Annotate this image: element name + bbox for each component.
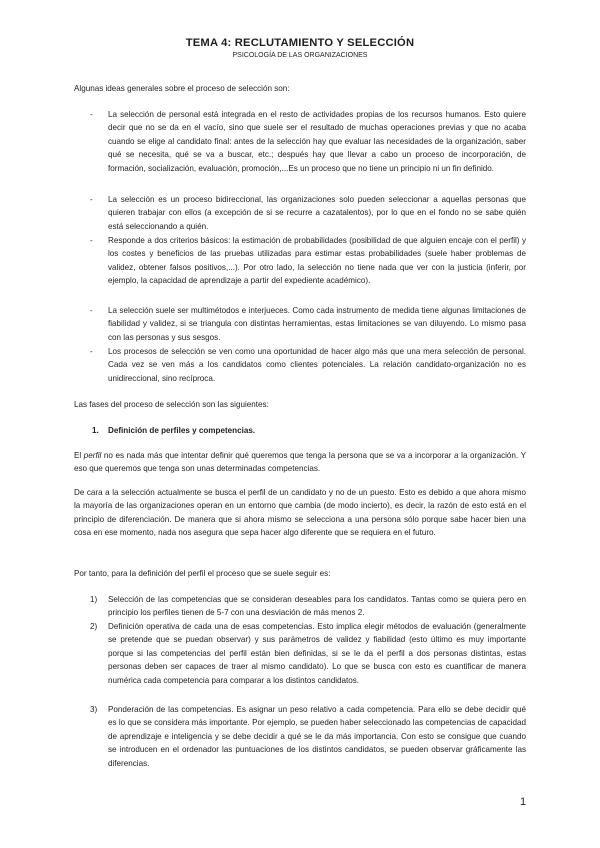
bullet-marker: - <box>90 347 93 356</box>
document-title: TEMA 4: RECLUTAMIENTO Y SELECCIÓN <box>185 37 415 49</box>
phase-heading: Definición de perfiles y competencias. <box>108 426 256 435</box>
bullet-item: La selección es un proceso bidireccional, las organizaciones solo pueden seleccionar a aquellas personas que quieren trabajar con ellos (a excepción de si se recurre a cazatalentos), por lo que en el fondo no se sabe quién está seleccionando a quién. <box>108 195 526 231</box>
step-item: Selección de las competencias que se consideran deseables para los candidatos. Tantas como se quiera pero en principio los perfiles tienen de 5-7 con una desviación de más menos 2. <box>108 595 526 618</box>
phases-intro: Las fases del proceso de selección son las siguientes: <box>74 400 269 409</box>
perfil-paragraph: El perfil no es nada más que intentar definir qué queremos que tenga la persona que se va a incorporar a la organización. Y eso que queremos que tenga son unas determinadas competencias. <box>74 451 526 474</box>
bullet-item: Responde a dos criterios básicos: la estimación de probabilidades (posibilidad de que alguien encaje con el perfil) y los costes y beneficios de las pruebas utilizadas para estimar estas probabilidades (suele haber problemas de validez, obtener falsos positivos,...). Por otro lado, la selección no tiene nada que ver con la justicia (inferir, por ejemplo, la capacidad de aprendizaje a partir del expediente académico). <box>108 236 526 286</box>
cara-paragraph: De cara a la selección actualmente se busca el perfil de un candidato y no de un puesto. Esto es debido a que ahora mismo la mayoría de las organizaciones operan en un entorno que cambia (de modo incierto), es decir, la razón de esto está en el principio de diferenciación. De manera que si ahora mismo se selecciona a una persona sólo porque sabe hacer bien una cosa en ese momento, nada nos asegura que sepa hacer algo diferente que se requiera en el futuro. <box>74 488 526 538</box>
step-number: 1) <box>90 595 98 604</box>
step-number: 2) <box>90 622 98 631</box>
bullet-marker: - <box>90 306 93 315</box>
intro-paragraph: Algunas ideas generales sobre el proceso de selección son: <box>74 84 290 93</box>
document-subtitle: PSICOLOGÍA DE LAS ORGANIZACIONES <box>232 52 368 59</box>
bullet-item: La selección de personal está integrada en el resto de actividades propias de los recursos humanos. Esto quiere decir que no se da en el vacío, sino que suele ser el resultado de muchas operaciones previas y que no acaba cuando se elige al candidato final: antes de la selección hay que evaluar las necesidades de la organización, saber qué se necesita, qué se va a buscar, etc.; después hay que llevar a cabo un proceso de incorporación, de formación, socialización, evaluación, promoción,...Es un proceso que no tiene un principio ni un fin definido. <box>108 110 526 173</box>
bullet-marker: - <box>90 236 93 245</box>
bullet-item: Los procesos de selección se ven como una oportunidad de hacer algo más que una mera selección de personal. Cada vez se ven más a los candidatos como clientes potenciales. La relación candidato-organización no es unidireccional, sino recíproca. <box>108 347 526 383</box>
step-item: Ponderación de las competencias. Es asignar un peso relativo a cada competencia. Para ello se debe decidir qué es lo que se considera más importante. Por ejemplo, se pueden haber seleccionado las competencias de capacidad de aprendizaje e inteligencia y se debe decidir a qué se le da más importancia. Con esto se consigue que cuando se introducen en el ordenador las puntuaciones de los distintos candidatos, se pueden observar gráficamente las diferencias. <box>108 705 526 768</box>
bullet-marker: - <box>90 195 93 204</box>
step-number: 3) <box>90 705 98 714</box>
portanto-paragraph: Por tanto, para la definición del perfil el proceso que se suele seguir es: <box>74 569 331 578</box>
page-number: 1 <box>520 796 527 808</box>
step-item: Definición operativa de cada una de esas competencias. Esto implica elegir métodos de evaluación (generalmente se pretende que se puedan observar) y sus parámetros de validez y fiabilidad (esto último es muy importante porque si las competencias del perfil están bien definidas, si se le da el perfil a dos personas distintas, estas personas deben ser capaces de traer al mismo candidato). Lo que se busca con esto es cuantificar de manera numérica cada competencia para comparar a los distintos candidatos. <box>108 622 526 685</box>
phase-number: 1. <box>92 426 99 435</box>
perfil-term: perfil <box>83 451 102 460</box>
bullet-item: La selección suele ser multimétodos e interjueces. Como cada instrumento de medida tiene algunas limitaciones de fiabilidad y validez, si se triangula con distintas herramientas, estas limitaciones se van diluyendo. Lo mismo pasa con las personas y sus sesgos. <box>108 306 526 342</box>
bullet-marker: - <box>90 110 93 119</box>
